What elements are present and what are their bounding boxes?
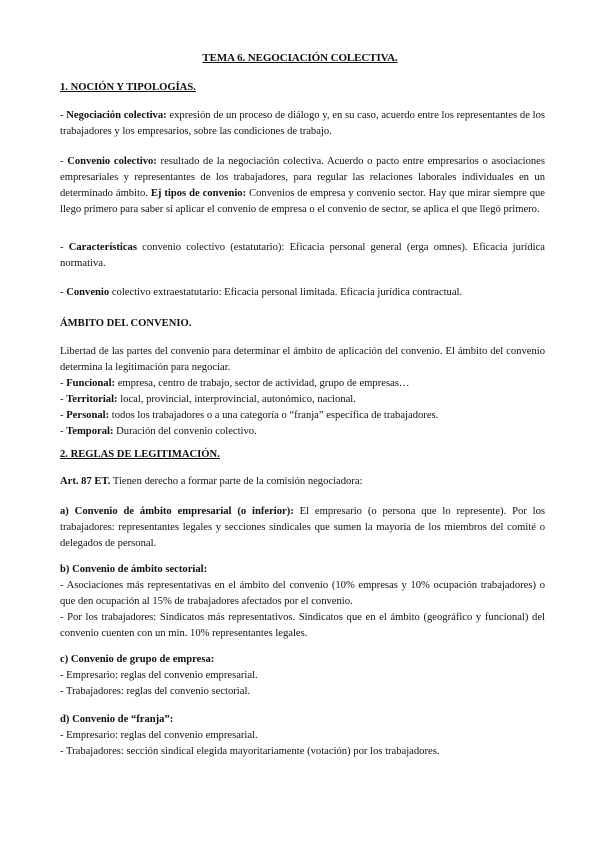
paragraph-convenio-colectivo: - Convenio colectivo: resultado de la negociación colectiva. Acuerdo o pacto entre empresarios o asociaciones empresariales y representantes de los trabajadores, para regular las relaciones laborales individuales en un determinado ámbito. Ej tipos de convenio: Convenios de empresa y convenio sector. Hay que mirar siempre que llego primero para saber si aplicar el convenio de empresa o el convenio de sector, se aplica el que llegó primero. xyxy=(60,156,545,215)
section-heading-legitimacion: 2. REGLAS DE LEGITIMACIÓN. xyxy=(60,449,220,460)
paragraph-negociacion-colectiva: - Negociación colectiva: expresión de un proceso de diálogo y, en su caso, acuerdo entre los representantes de los trabajadores y los empresarios, sobre las condiciones de trabajo. xyxy=(60,110,546,137)
list-item: - Asociaciones más representativas en el ámbito del convenio (10% empresas y 10% ocupación trabajadores) o que den ocupación al 15% de trabajadores afectados por el convenio. xyxy=(60,580,545,607)
term-negociacion-colectiva: Negociación colectiva: xyxy=(66,110,167,121)
definition-text: Convenios de empresa y convenio sector. Hay que mirar siempre que llego primero para saber si aplicar el convenio de empresa o el convenio de sector, se aplica el que llegó primero. xyxy=(60,188,545,215)
list-item: - Trabajadores: reglas del convenio sectorial. xyxy=(60,686,251,697)
term-convenio-colectivo: Convenio colectivo: xyxy=(67,156,157,167)
definition-text: expresión de un proceso de diálogo y, en su caso, acuerdo entre los representantes de los trabajadores y los empresarios, sobre las condiciones de trabajo. xyxy=(60,110,546,137)
section-heading-ambito: ÁMBITO DEL CONVENIO. xyxy=(60,318,192,329)
list-item: - Trabajadores: sección sindical elegida mayoritariamente (votación) por los trabajadores. xyxy=(60,746,440,757)
page-title: TEMA 6. NEGOCIACIÓN COLECTIVA. xyxy=(202,52,398,64)
paragraph-convenio-extraestatutario: - Convenio colectivo extraestatutario: Eficacia personal limitada. Eficacia jurídica contractual. xyxy=(60,287,463,298)
paragraph-art-87: Art. 87 ET. Tienen derecho a formar parte de la comisión negociadora: xyxy=(60,476,363,487)
subheading-convenio-empresarial: a) Convenio de ámbito empresarial (o inferior): xyxy=(60,506,294,517)
definition-text: resultado de la negociación colectiva. Acuerdo o pacto entre empresarios o asociaciones empresariales y representantes de los trabajadores, para regular las relaciones laborales individuales en un determinado ámbito. xyxy=(60,156,545,199)
definition-text: colectivo extraestatutario: Eficacia personal limitada. Eficacia jurídica contractual. xyxy=(109,287,463,298)
list-item-territorial: - Territorial: local, provincial, interprovincial, autonómico, nacional. xyxy=(60,394,356,405)
subheading-convenio-franja: d) Convenio de “franja”: xyxy=(60,714,174,725)
article-reference: Art. 87 ET. xyxy=(60,476,111,487)
term-tipos-convenio: Ej tipos de convenio: xyxy=(150,188,247,199)
list-item: - Por los trabajadores: Sindicatos más representativos. Sindicatos que en el ámbito (geográfico y funcional) del convenio cuenten con un min. 10% representantes legales. xyxy=(60,612,545,639)
paragraph-caracteristicas: - Características convenio colectivo (estatutario): Eficacia personal general (erga omnes). Eficacia jurídica normativa. xyxy=(60,242,545,269)
paragraph-ambito-intro: Libertad de las partes del convenio para determinar el ámbito de aplicación del convenio. El ámbito del convenio determina la legitimación para negociar. xyxy=(60,346,545,373)
term-caracteristicas: Características xyxy=(68,242,137,253)
term-convenio: Convenio xyxy=(66,287,110,298)
list-item: - Empresario: reglas del convenio empresarial. xyxy=(60,670,258,681)
section-heading-nocion: 1. NOCIÓN Y TIPOLOGÍAS. xyxy=(60,82,196,93)
paragraph-convenio-empresarial: a) Convenio de ámbito empresarial (o inferior): El empresario (o persona que lo represente). Por los trabajadores: representantes legales y secciones sindicales que sumen la mayoría de los miembros del comité o delegados de personal. xyxy=(60,506,545,549)
subheading-convenio-grupo: c) Convenio de grupo de empresa: xyxy=(60,654,215,665)
definition-text: convenio colectivo (estatutario): Eficacia personal general (erga omnes). Eficacia jurídica normativa. xyxy=(60,242,545,269)
list-item: - Empresario: reglas del convenio empresarial. xyxy=(60,730,258,741)
list-item-temporal: - Temporal: Duración del convenio colectivo. xyxy=(60,426,257,437)
list-item-funcional: - Funcional: empresa, centro de trabajo, sector de actividad, grupo de empresas… xyxy=(60,378,410,389)
subheading-convenio-sectorial: b) Convenio de ámbito sectorial: xyxy=(60,564,208,575)
list-item-personal: - Personal: todos los trabajadores o a una categoría o “franja” específica de trabajadores. xyxy=(60,410,439,421)
ambito-list xyxy=(60,376,545,440)
